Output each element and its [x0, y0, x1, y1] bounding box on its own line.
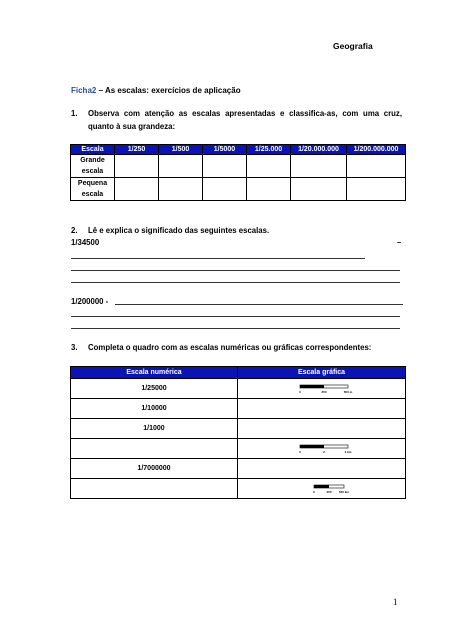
answer-cell[interactable]	[347, 178, 406, 201]
question-2	[71, 225, 405, 238]
graphic-scale-bar	[298, 483, 350, 495]
table-row	[71, 479, 406, 499]
table-row	[71, 419, 406, 439]
scale-size-table	[70, 144, 406, 201]
bar-label: 0	[313, 490, 315, 494]
header-cell: Escala	[71, 145, 115, 155]
question-1-text: Observa com atenção as escalas apresentadas e classifica-as, com uma cruz, quanto à sua grandeza:	[88, 109, 402, 131]
row-label	[71, 155, 115, 178]
graphic-scale-cell	[238, 439, 406, 459]
answer-line[interactable]	[71, 258, 365, 259]
numeric-scale-cell: 1/10000	[71, 399, 238, 419]
numeric-scale-cell: 1/7000000	[71, 459, 238, 479]
graphic-scale-cell[interactable]	[238, 419, 406, 439]
graphic-scale-bar	[298, 443, 350, 455]
row-label-line: escala	[81, 168, 104, 175]
question-1	[71, 108, 405, 134]
graphic-scale-cell	[238, 479, 406, 499]
answer-cell[interactable]	[203, 178, 247, 201]
scale-size-header-row	[71, 145, 406, 155]
page-number: 1	[393, 597, 398, 607]
row-label	[71, 178, 115, 201]
table-row	[71, 155, 406, 178]
answer-cell[interactable]	[347, 155, 406, 178]
answer-cell[interactable]	[159, 178, 203, 201]
question-2-text: Lê e explica o significado das seguintes escalas.	[88, 226, 270, 235]
bar-label: 250	[326, 490, 332, 494]
scale-a-dash: –	[397, 238, 402, 247]
scale-b-separator: -	[103, 297, 109, 306]
bar-label: 500 km	[338, 490, 350, 494]
scale-b-value: 1/200000	[71, 297, 104, 306]
graphic-scale-bar	[298, 383, 353, 395]
answer-cell[interactable]	[291, 155, 347, 178]
numeric-scale-cell[interactable]	[71, 439, 238, 459]
bar-label: 4 km	[344, 450, 352, 454]
question-3-number: 3.	[71, 343, 78, 352]
row-label-line: Grande	[80, 157, 105, 164]
table-row	[71, 379, 406, 399]
bar-label: 0	[299, 390, 301, 394]
answer-cell[interactable]	[291, 178, 347, 201]
answer-line[interactable]	[71, 328, 400, 329]
header-cell: 1/250	[115, 145, 159, 155]
scale-b-label	[71, 296, 108, 309]
answer-line[interactable]	[71, 282, 400, 283]
header-cell: 1/500	[159, 145, 203, 155]
bar-label: 250	[321, 390, 327, 394]
table-row	[71, 178, 406, 201]
row-label-line: Pequena	[77, 180, 108, 187]
header-cell: 1/200.000.000	[347, 145, 406, 155]
answer-cell[interactable]	[247, 155, 291, 178]
scale-conversion-table	[70, 366, 406, 499]
numeric-scale-cell: 1/25000	[71, 379, 238, 399]
graphic-scale-cell[interactable]	[238, 399, 406, 419]
table-row	[71, 399, 406, 419]
question-1-number: 1.	[71, 109, 78, 118]
table-row	[71, 459, 406, 479]
scale-conversion-header-row	[71, 367, 406, 379]
answer-cell[interactable]	[203, 155, 247, 178]
answer-cell[interactable]	[159, 155, 203, 178]
answer-line[interactable]	[115, 304, 403, 305]
graphic-scale-cell[interactable]	[238, 459, 406, 479]
numeric-scale-cell[interactable]	[71, 479, 238, 499]
bar-label: 0	[299, 450, 301, 454]
numeric-scale-cell: 1/1000	[71, 419, 238, 439]
answer-line[interactable]	[71, 270, 400, 271]
answer-cell[interactable]	[115, 178, 159, 201]
header-cell: 1/20.000.000	[291, 145, 347, 155]
worksheet-title	[71, 86, 241, 95]
header-cell: Escala numérica	[71, 367, 238, 379]
question-2-number: 2.	[71, 226, 78, 235]
row-label-line: escala	[81, 191, 104, 198]
worksheet-code: Ficha2	[71, 86, 97, 95]
question-3-text: Completa o quadro com as escalas numéricas ou gráficas correspondentes:	[88, 343, 372, 352]
question-3	[71, 342, 405, 355]
answer-cell[interactable]	[115, 155, 159, 178]
header-cell: 1/5000	[203, 145, 247, 155]
worksheet-title-text: – As escalas: exercícios de aplicação	[96, 86, 241, 95]
scale-a-label: 1/34500	[71, 238, 100, 247]
header-cell: 1/25.000	[247, 145, 291, 155]
table-row	[71, 439, 406, 459]
answer-line[interactable]	[71, 316, 400, 317]
bar-label: 500 m	[343, 390, 353, 394]
header-cell: Escala gráfica	[238, 367, 406, 379]
subject-header: Geografia	[333, 41, 373, 51]
graphic-scale-cell	[238, 379, 406, 399]
bar-label: 2	[323, 450, 325, 454]
answer-cell[interactable]	[247, 178, 291, 201]
